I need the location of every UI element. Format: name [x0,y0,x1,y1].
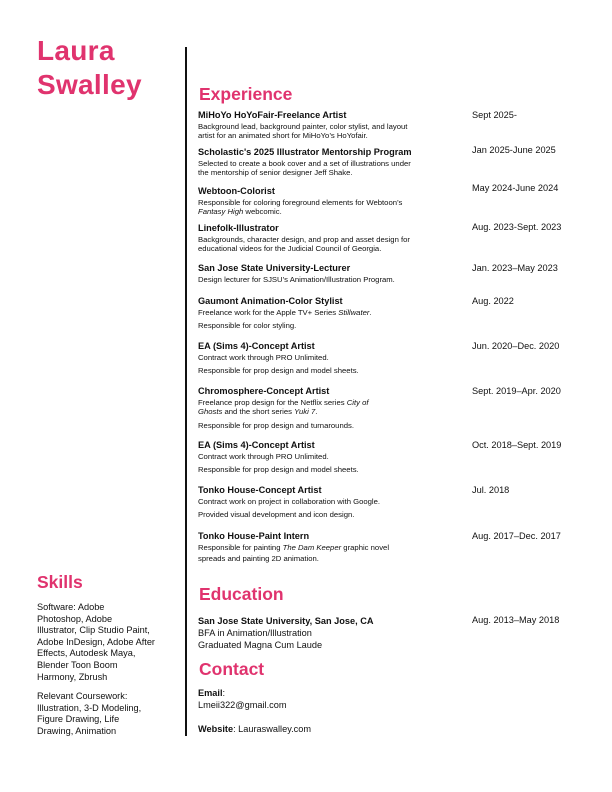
job-description: Freelance prop design for the Netflix series City of Ghosts and the short series Yuki 7. [198,398,369,417]
job-description: Contract work on project in collaboration with Google. [198,497,381,506]
job-description: Backgrounds, character design, and prop and asset design for educational videos for the Judicial Council of Georgia. [198,235,410,254]
job-entry: Tonko House-Paint Intern Responsible for painting The Dam Keeper graphic novel spreads and painting 2D animation. [198,531,458,564]
name-header [37,34,142,102]
job-date: Sept 2025- [472,110,517,120]
skills-software: Software: Adobe Photoshop, Adobe Illustrator, Clip Studio Paint, Adobe InDesign, Adobe After Effects, Autodesk Maya, Blender Toon Boom Harmony, Zbrush [37,602,155,682]
job-date: Jun. 2020–Dec. 2020 [472,341,560,351]
job-entry: EA (Sims 4)-Concept Artist Contract work through PRO Unlimited. Responsible for prop design and model sheets. [198,341,458,376]
job-date: Jan. 2023–May 2023 [472,263,558,273]
job-date: Oct. 2018–Sept. 2019 [472,440,562,450]
skills-coursework: Relevant Coursework: Illustration, 3-D Modeling, Figure Drawing, Life Drawing, Animation [37,691,142,736]
job-entry [198,223,458,254]
job-title: MiHoYo HoYoFair-Freelance Artist [198,110,347,120]
email-value[interactable]: Lmeii322@gmail.com [198,699,287,710]
job-entry [198,263,458,284]
education-entry [198,615,468,651]
job-title: Webtoon-Colorist [198,186,275,196]
job-title: EA (Sims 4)-Concept Artist [198,341,315,351]
website-label: Website [198,724,234,734]
job-date: Aug. 2023-Sept. 2023 [472,222,562,232]
honors: Graduated Magna Cum Laude [198,640,323,650]
job-entry [198,110,458,141]
education-heading: Education [199,584,284,604]
contact-heading: Contact [199,659,265,679]
email-label: Email [198,688,223,698]
job-description: Freelance work for the Apple TV+ Series Stillwater. [198,308,372,317]
job-entry [198,186,458,217]
job-title: Linefolk-Illustrator [198,223,279,233]
job-title: Tonko House-Paint Intern [198,531,310,541]
job-date: Sept. 2019–Apr. 2020 [472,386,561,396]
experience-heading: Experience [199,84,293,104]
email-block: Email: Lmeii322@gmail.com [198,688,287,710]
job-description: Design lecturer for SJSU’s Animation/Illustration Program. [198,275,395,284]
job-title: EA (Sims 4)-Concept Artist [198,440,315,450]
job-description: Contract work through PRO Unlimited. [198,353,329,362]
job-description: Contract work through PRO Unlimited. [198,452,329,461]
job-entry: Tonko House-Concept Artist Contract work on project in collaboration with Google. Provided visual development and icon design. [198,485,458,520]
job-description: Selected to create a book cover and a set of illustrations under the mentorship of senior designer Jeff Shake. [198,159,411,178]
website-block: Website: Lauraswalley.com [198,724,312,734]
job-entry: Gaumont Animation-Color Stylist Freelance work for the Apple TV+ Series Stillwater. Responsible for color styling. [198,296,458,331]
job-title: Tonko House-Concept Artist [198,485,322,495]
school-name: San Jose State University, San Jose, CA [198,616,374,626]
skills-heading: Skills [37,572,83,592]
degree: BFA in Animation/Illustration [198,628,312,638]
vertical-divider [185,47,187,736]
job-description: Background lead, background painter, color stylist, and layout artist for an animated short for MiHoYo’s HoYofair. [198,122,408,141]
job-description: Responsible for coloring foreground elements for Webtoon’s Fantasy High webcomic. [198,198,403,217]
job-entry [198,147,468,178]
job-title: San Jose State University-Lecturer [198,263,351,273]
job-title: Scholastic's 2025 Illustrator Mentorship Program [198,147,412,157]
job-date: Jan 2025-June 2025 [472,145,556,155]
job-date: Aug. 2017–Dec. 2017 [472,531,561,541]
job-date: Jul. 2018 [472,485,510,495]
education-date: Aug. 2013–May 2018 [472,615,560,625]
job-description: Responsible for painting The Dam Keeper graphic novel [198,543,390,552]
job-title: Chromosphere-Concept Artist [198,386,330,396]
job-date: Aug. 2022 [472,296,514,306]
job-title: Gaumont Animation-Color Stylist [198,296,343,306]
job-entry: EA (Sims 4)-Concept Artist Contract work through PRO Unlimited. Responsible for prop design and model sheets. [198,440,458,475]
job-entry: Chromosphere-Concept Artist Freelance prop design for the Netflix series City of Ghosts and the short series Yuki 7. Responsible for prop design and turnarounds. [198,386,458,430]
job-date: May 2024-June 2024 [472,183,559,193]
website-value[interactable]: Lauraswalley.com [238,724,312,734]
first-name: Laura [37,35,115,66]
last-name: Swalley [37,69,142,100]
